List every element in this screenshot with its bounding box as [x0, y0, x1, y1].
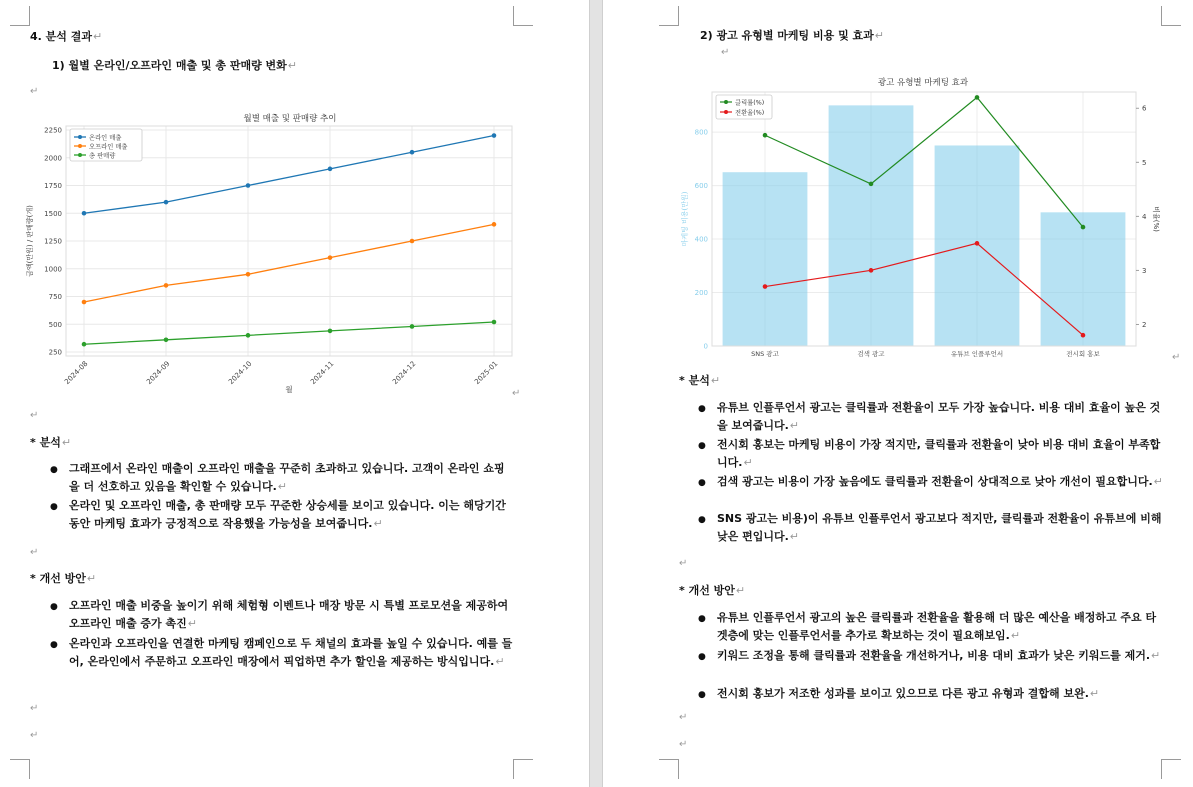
crop-mark [1161, 6, 1181, 26]
data-point [869, 268, 874, 273]
crop-mark [659, 759, 679, 779]
crop-mark [10, 759, 30, 779]
analysis-bullet-text[interactable]: 전시회 홍보는 마케팅 비용이 가장 적지만, 클릭률과 전환율이 낮아 비용 대비 효율이 부족합니다.↵ [717, 438, 1161, 469]
y-tick-label-right: 4 [1142, 212, 1147, 221]
data-point [246, 272, 251, 277]
data-point [763, 284, 768, 289]
crop-mark [10, 6, 30, 26]
data-point [492, 133, 497, 138]
analysis-bullet-text[interactable]: SNS 광고는 비용)이 유튜브 인플루언서 광고보다 적지만, 클릭률과 전환율이 유튜브에 비해 낮은 편입니다.↵ [717, 512, 1162, 543]
bullet-point: ● [698, 690, 706, 700]
data-point [82, 211, 87, 216]
data-point [246, 333, 251, 338]
crop-mark [1161, 759, 1181, 779]
y-tick-label: 500 [48, 320, 62, 329]
cost-bar [1041, 212, 1126, 346]
series-line [84, 224, 494, 302]
data-point [164, 200, 169, 205]
chart-subheading[interactable]: 2) 광고 유형별 마케팅 비용 및 효과↵ [700, 29, 885, 42]
crop-mark [513, 759, 533, 779]
bullet-point: ● [50, 465, 58, 475]
y-tick-label: 250 [48, 348, 62, 357]
analysis-title[interactable]: * 분석↵ [679, 374, 721, 387]
paragraph-mark: ↵ [679, 558, 688, 569]
legend-marker [78, 153, 82, 157]
bullet-point: ● [50, 640, 58, 650]
x-tick-label: 2024-12 [391, 359, 418, 387]
document-page-left [0, 0, 589, 787]
monthly-sales-chart [20, 108, 520, 398]
x-tick-label: 검색 광고 [857, 350, 885, 358]
analysis-bullet-text[interactable]: 검색 광고는 비용이 가장 높음에도 클릭률과 전환율이 상대적으로 낮아 개선이 필요합니다.↵ [717, 475, 1163, 488]
paragraph-mark: ↵ [679, 712, 688, 723]
series-line [84, 322, 494, 344]
y-tick-label: 1000 [44, 265, 62, 274]
data-point [328, 329, 333, 334]
series-line [84, 136, 494, 214]
chart-legend [70, 129, 142, 161]
section-heading[interactable]: 4. 분석 결과↵ [30, 30, 103, 43]
cost-bar [723, 172, 808, 346]
series-line [765, 97, 1083, 227]
crop-mark [659, 6, 679, 26]
x-tick-label: 유튜브 인플루언서 [950, 350, 1004, 358]
x-tick-label: SNS 광고 [751, 350, 779, 358]
document-page-right [603, 0, 1193, 787]
series-line [765, 243, 1083, 335]
bullet-point: ● [698, 404, 706, 414]
analysis-bullet-text[interactable]: 그래프에서 온라인 매출이 오프라인 매출을 꾸준히 초과하고 있습니다. 고객이 온라인 쇼핑을 더 선호하고 있음을 확인할 수 있습니다.↵ [69, 462, 505, 493]
improve-bullet-text[interactable]: 전시회 홍보가 저조한 성과를 보이고 있으므로 다른 광고 유형과 결합해 보완.↵ [717, 687, 1100, 700]
data-point [82, 300, 87, 305]
legend-label: 온라인 매출 [89, 134, 122, 142]
paragraph-mark: ↵ [721, 47, 730, 58]
y-tick-label-left: 0 [703, 342, 708, 351]
data-point [1081, 333, 1086, 338]
page-gutter [589, 0, 603, 787]
paragraph-mark: ↵ [512, 388, 521, 399]
analysis-title[interactable]: * 분석↵ [30, 436, 72, 449]
legend-marker [78, 135, 82, 139]
paragraph-mark: ↵ [30, 703, 39, 714]
data-point [492, 320, 497, 325]
analysis-bullet-text[interactable]: 온라인 및 오프라인 매출, 총 판매량 모두 꾸준한 상승세를 보이고 있습니다. 이는 해당기간 동안 마케팅 효과가 긍정적으로 작용했을 가능성을 보여줍니다.↵ [69, 499, 506, 530]
data-point [410, 324, 415, 329]
chart-title: 월별 매출 및 판매량 추이 [243, 114, 337, 124]
data-point [164, 337, 169, 342]
paragraph-mark: ↵ [1172, 352, 1181, 363]
data-point [82, 342, 87, 347]
paragraph-mark: ↵ [30, 410, 39, 421]
improve-bullet-text[interactable]: 오프라인 매출 비중을 높이기 위해 체험형 이벤트나 매장 방문 시 특별 프로모션을 제공하여 오프라인 매출 증가 촉진↵ [69, 599, 509, 630]
x-tick-label: 2024-09 [145, 359, 172, 387]
data-point [1081, 225, 1086, 230]
legend-marker [724, 110, 728, 114]
y-tick-label-right: 5 [1142, 158, 1147, 167]
ad-effect-chart [678, 72, 1158, 372]
bullet-point: ● [698, 478, 706, 488]
paragraph-mark: ↵ [30, 86, 39, 97]
y-axis-label-right: 비율(%) [1152, 206, 1160, 232]
data-point [246, 183, 251, 188]
improve-bullet-text[interactable]: 온라인과 오프라인을 연결한 마케팅 캠페인으로 두 채널의 효과를 높일 수 있습니다. 예를 들어, 온라인에서 주문하고 오프라인 매장에서 픽업하면 추가 할인을 제공하는 방식입니다.↵ [69, 637, 513, 668]
legend-marker [78, 144, 82, 148]
y-tick-label-left: 800 [694, 128, 708, 137]
x-tick-label: 2025-01 [473, 359, 500, 387]
legend-label: 오프라인 매출 [89, 143, 128, 151]
legend-label: 전환율(%) [735, 109, 765, 117]
y-tick-label-right: 2 [1142, 320, 1147, 329]
y-tick-label-left: 400 [694, 235, 708, 244]
cost-bar [935, 145, 1020, 346]
x-axis-label: 월 [285, 385, 293, 394]
y-axis-label: 금액(만원) / 판매량(개) [26, 205, 34, 277]
data-point [164, 283, 169, 288]
y-tick-label-left: 200 [694, 289, 708, 298]
bullet-point: ● [50, 602, 58, 612]
paragraph-mark: ↵ [30, 730, 39, 741]
data-point [492, 222, 497, 227]
y-tick-label: 1250 [44, 237, 62, 246]
chart-subheading[interactable]: 1) 월별 온라인/오프라인 매출 및 총 판매량 변화↵ [52, 59, 297, 72]
chart-title: 광고 유형별 마케팅 효과 [877, 78, 969, 88]
x-tick-label: 전시회 홍보 [1066, 350, 1100, 358]
data-point [410, 239, 415, 244]
improve-title[interactable]: * 개선 방안↵ [30, 572, 97, 585]
data-point [975, 95, 980, 100]
bullet-point: ● [50, 502, 58, 512]
y-axis-label-left: 마케팅 비용(만원) [681, 191, 689, 247]
legend-marker [724, 100, 728, 104]
x-tick-label: 2024-10 [227, 359, 254, 387]
y-tick-label: 2000 [44, 154, 62, 163]
y-tick-label: 1500 [44, 209, 62, 218]
paragraph-mark: ↵ [679, 739, 688, 750]
data-point [763, 133, 768, 138]
crop-mark [513, 6, 533, 26]
y-tick-label-left: 600 [694, 182, 708, 191]
improve-title[interactable]: * 개선 방안↵ [679, 584, 746, 597]
analysis-bullet-text[interactable]: 유튜브 인플루언서 광고는 클릭률과 전환율이 모두 가장 높습니다. 비용 대비 효율이 높은 것을 보여줍니다.↵ [717, 401, 1161, 432]
bullet-point: ● [698, 652, 706, 662]
data-point [975, 241, 980, 246]
cost-bar [829, 105, 914, 346]
legend-label: 총 판매량 [89, 152, 116, 160]
bullet-point: ● [698, 441, 706, 451]
bullet-point: ● [698, 614, 706, 624]
legend-label: 클릭률(%) [735, 99, 765, 107]
improve-bullet-text[interactable]: 유튜브 인플루언서 광고의 높은 클릭률과 전환율을 활용해 더 많은 예산을 배정하고 주요 타겟층에 맞는 인플루언서를 추가로 확보하는 것이 필요해보임.↵ [717, 611, 1157, 642]
x-tick-label: 2024-08 [63, 359, 90, 387]
data-point [328, 255, 333, 260]
y-tick-label: 1750 [44, 182, 62, 190]
x-tick-label: 2024-11 [309, 359, 336, 387]
paragraph-mark: ↵ [30, 547, 39, 558]
data-point [869, 182, 874, 187]
y-tick-label: 2250 [44, 126, 62, 135]
data-point [410, 150, 415, 155]
improve-bullet-text[interactable]: 키워드 조정을 통해 클릭률과 전환율을 개선하거나, 비용 대비 효과가 낮은 키워드를 제거.↵ [717, 649, 1161, 662]
chart-legend [716, 95, 772, 119]
y-tick-label: 750 [48, 293, 62, 301]
y-tick-label-right: 6 [1142, 104, 1147, 113]
bullet-point: ● [698, 515, 706, 525]
y-tick-label-right: 3 [1142, 266, 1147, 275]
data-point [328, 167, 333, 172]
